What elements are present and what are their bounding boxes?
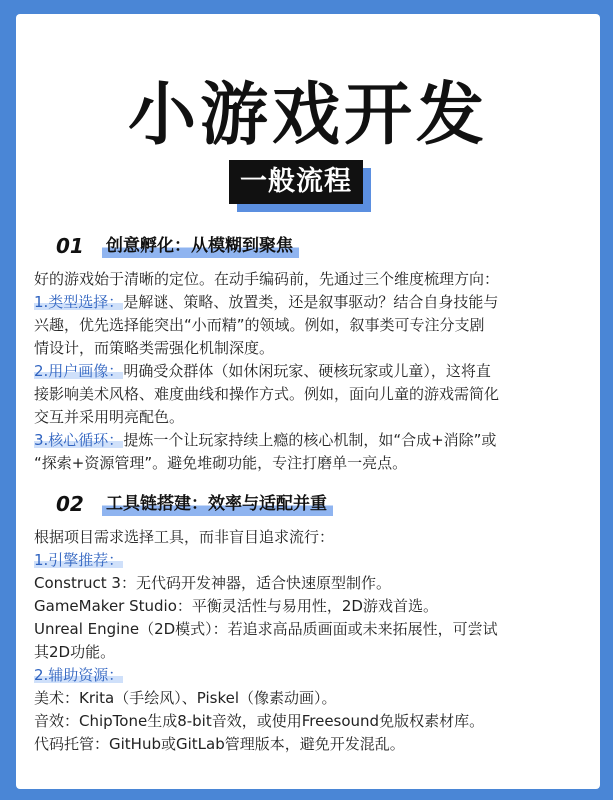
item-1-label: 1.类型选择： <box>34 293 124 311</box>
subtitle: 一般流程 <box>229 160 363 204</box>
section-1-number: 01 <box>56 234 84 258</box>
page-title: 小游戏开发 <box>127 76 488 155</box>
item-3-text: 提炼一个让玩家持续上瘾的核心机制，如“合成+消除”或 <box>123 431 497 449</box>
aux-code: 代码托管：GitHub或GitLab管理版本，避免开发混乱。 <box>34 735 405 753</box>
aux-art: 美术：Krita（手绘风）、Piskel（像素动画）。 <box>34 689 337 707</box>
section-1-item-1-line-3: 情设计，而策略类需强化机制深度。 <box>34 339 275 357</box>
item-3-label: 3.核心循环： <box>34 431 124 449</box>
item-2-text: 明确受众群体（如休闲玩家、硬核玩家或儿童），这将直 <box>123 362 491 380</box>
engine-unreal-line-2: 其2D功能。 <box>34 643 116 661</box>
section-1-item-1 <box>34 291 498 313</box>
section-1-title: 创意孵化：从模糊到聚焦 <box>102 232 299 260</box>
engine-construct: Construct 3：无代码开发神器，适合快速原型制作。 <box>34 574 391 592</box>
aux-label: 2.辅助资源： <box>34 666 124 684</box>
section-1-item-3 <box>34 429 496 451</box>
aux-audio: 音效：ChipTone生成8-bit音效，或使用Freesound免版权素材库。 <box>34 712 485 730</box>
engine-gamemaker: GameMaker Studio：平衡灵活性与易用性，2D游戏首选。 <box>34 597 438 615</box>
section-1-item-2-line-3: 交互并采用明亮配色。 <box>34 408 185 426</box>
section-2-number: 02 <box>56 492 84 516</box>
engine-unreal: Unreal Engine（2D模式）：若追求高品质画面或未来拓展性，可尝试 <box>34 620 498 638</box>
section-1-item-1-line-2: 兴趣，优先选择能突出“小而精”的领域。例如，叙事类可专注分支剧 <box>34 316 485 334</box>
engine-label-line <box>34 549 123 571</box>
aux-label-line <box>34 664 123 686</box>
section-1-item-2-line-2: 接影响美术风格、难度曲线和操作方式。例如，面向儿童的游戏需简化 <box>34 385 500 403</box>
item-1-text: 是解谜、策略、放置类，还是叙事驱动？结合自身技能与 <box>123 293 499 311</box>
section-1-item-3-line-2: “探索+资源管理”。避免堆砌功能，专注打磨单一亮点。 <box>34 454 408 472</box>
item-2-label: 2.用户画像： <box>34 362 124 380</box>
section-1-item-2 <box>34 360 491 382</box>
section-1-intro: 好的游戏始于清晰的定位。在动手编码前，先通过三个维度梳理方向： <box>34 270 500 288</box>
section-2-intro: 根据项目需求选择工具，而非盲目追求流行： <box>34 528 335 546</box>
engine-label: 1.引擎推荐： <box>34 551 124 569</box>
subtitle-badge <box>229 160 363 210</box>
article-card <box>16 14 600 789</box>
section-2-title: 工具链搭建：效率与适配并重 <box>102 490 333 518</box>
